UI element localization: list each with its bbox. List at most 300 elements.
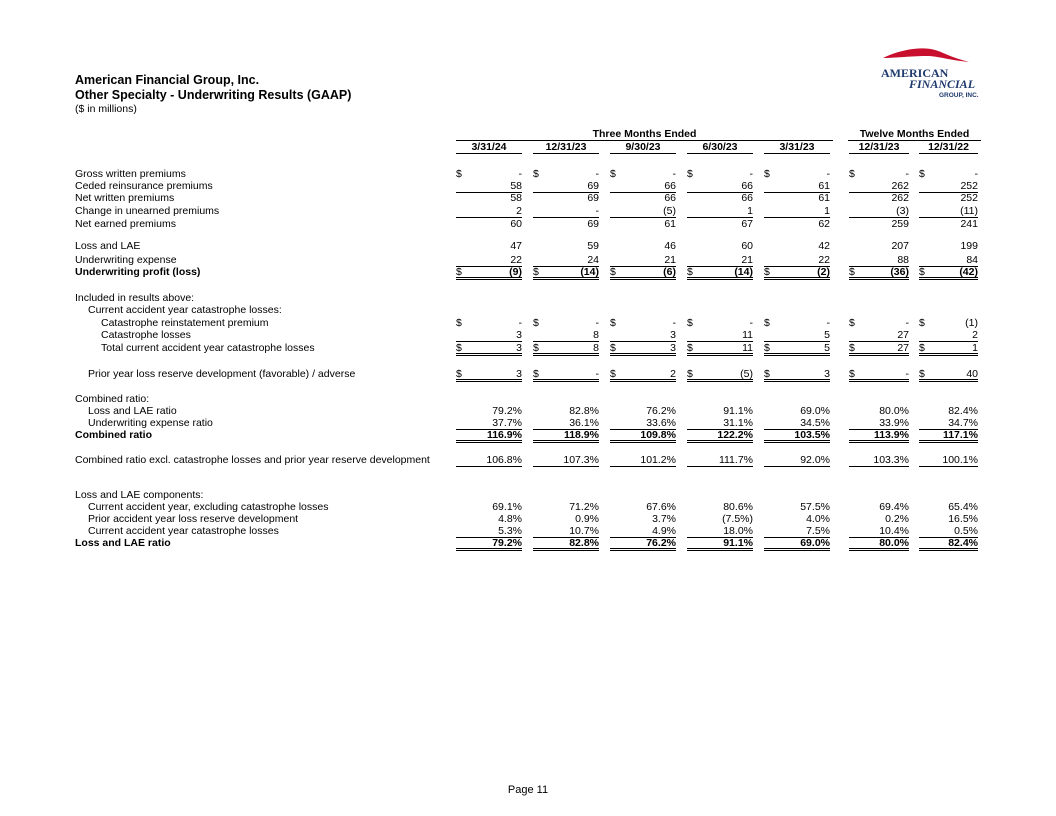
row-label: Loss and LAE ratio xyxy=(88,405,177,417)
cell-value: 103.5% xyxy=(794,429,830,441)
cell-value: 3 xyxy=(516,342,522,354)
cell-value: 82.8% xyxy=(569,405,599,417)
cell-value: (7.5%) xyxy=(722,513,753,525)
cell-value: 5 xyxy=(824,342,830,354)
table-cell xyxy=(687,513,753,525)
cell-value: 33.6% xyxy=(646,417,676,429)
page-number: Page 11 xyxy=(507,784,549,796)
cell-value: 66 xyxy=(741,180,753,192)
dollar-sign: $ xyxy=(533,368,539,380)
cell-value: 107.3% xyxy=(563,454,599,466)
cell-value: 5 xyxy=(824,329,830,341)
table-row xyxy=(0,192,1056,204)
table-row xyxy=(0,317,1056,329)
table-cell xyxy=(764,168,830,180)
cell-value: 69 xyxy=(587,218,599,230)
table-cell xyxy=(610,240,676,252)
table-cell xyxy=(764,368,830,382)
cell-value: - xyxy=(905,317,909,329)
cell-value: 3 xyxy=(670,329,676,341)
row-label: Change in unearned premiums xyxy=(75,205,220,217)
logo-word-american: AMERICAN xyxy=(881,66,949,80)
table-cell xyxy=(919,168,978,180)
cell-value: 113.9% xyxy=(873,429,909,441)
cell-value: 117.1% xyxy=(942,429,978,441)
table-cell xyxy=(764,429,830,443)
table-cell xyxy=(919,513,978,525)
row-label: Net written premiums xyxy=(75,192,175,204)
table-cell xyxy=(849,454,909,467)
table-cell xyxy=(533,192,599,204)
cell-value: 84 xyxy=(966,254,978,266)
row-label: Loss and LAE components: xyxy=(75,489,204,501)
row-label: Current accident year, excluding catastrophe losses xyxy=(88,501,329,513)
column-header: 12/31/23 xyxy=(849,141,909,154)
table-cell xyxy=(610,342,676,356)
row-label: Prior accident year loss reserve development xyxy=(88,513,299,525)
table-row xyxy=(0,240,1056,252)
row-label: Underwriting expense ratio xyxy=(88,417,213,429)
cell-value: - xyxy=(749,317,753,329)
cell-value: 2 xyxy=(516,205,522,217)
row-label: Underwriting expense xyxy=(75,254,177,266)
table-row xyxy=(0,168,1056,180)
cell-value: 27 xyxy=(897,342,909,354)
column-header: 3/31/23 xyxy=(764,141,830,154)
table-cell xyxy=(687,218,753,230)
cell-value: 79.2% xyxy=(492,537,522,549)
table-cell xyxy=(687,342,753,356)
row-label: Gross written premiums xyxy=(75,168,186,180)
dollar-sign: $ xyxy=(687,266,693,278)
table-cell xyxy=(533,501,599,513)
dollar-sign: $ xyxy=(919,368,925,380)
cell-value: 34.5% xyxy=(800,417,830,429)
row-label: Prior year loss reserve development (favorable) / adverse xyxy=(88,368,356,380)
table-cell xyxy=(610,501,676,513)
dollar-sign: $ xyxy=(849,266,855,278)
cell-value: 36.1% xyxy=(569,417,599,429)
row-label: Loss and LAE xyxy=(75,240,141,252)
cell-value: 71.2% xyxy=(569,501,599,513)
dollar-sign: $ xyxy=(610,368,616,380)
row-label: Underwriting profit (loss) xyxy=(75,266,201,278)
table-row xyxy=(0,501,1056,513)
table-cell xyxy=(919,405,978,417)
cell-value: 37.7% xyxy=(492,417,522,429)
cell-value: (1) xyxy=(965,317,978,329)
cell-value: 199 xyxy=(960,240,978,252)
table-cell xyxy=(849,218,909,230)
table-cell xyxy=(456,429,522,443)
cell-value: 103.3% xyxy=(873,454,909,466)
table-cell xyxy=(687,192,753,204)
cell-value: 69 xyxy=(587,192,599,204)
table-cell xyxy=(687,454,753,467)
table-cell xyxy=(533,368,599,382)
table-cell xyxy=(687,501,753,513)
cell-value: (9) xyxy=(509,266,522,278)
cell-value: (36) xyxy=(890,266,909,278)
cell-value: 61 xyxy=(818,192,830,204)
table-cell xyxy=(456,240,522,252)
dollar-sign: $ xyxy=(456,342,462,354)
company-logo xyxy=(877,44,981,100)
table-cell xyxy=(687,405,753,417)
cell-value: 82.4% xyxy=(948,405,978,417)
table-row xyxy=(0,537,1056,549)
table-cell xyxy=(456,192,522,204)
cell-value: - xyxy=(974,168,978,180)
cell-value: - xyxy=(905,168,909,180)
table-cell xyxy=(456,537,522,551)
cell-value: 69.4% xyxy=(879,501,909,513)
row-label: Combined ratio: xyxy=(75,393,150,405)
table-row xyxy=(0,304,1056,316)
cell-value: 65.4% xyxy=(948,501,978,513)
report-title: Other Specialty - Underwriting Results (GAAP) xyxy=(75,88,352,102)
table-cell xyxy=(533,405,599,417)
cell-value: 92.0% xyxy=(800,454,830,466)
table-cell xyxy=(610,537,676,551)
dollar-sign: $ xyxy=(849,368,855,380)
cell-value: 101.2% xyxy=(640,454,676,466)
table-cell xyxy=(687,168,753,180)
cell-value: (2) xyxy=(817,266,830,278)
table-cell xyxy=(919,537,978,551)
table-cell xyxy=(849,429,909,443)
cell-value: 79.2% xyxy=(492,405,522,417)
table-cell xyxy=(849,513,909,525)
cell-value: - xyxy=(518,168,522,180)
table-cell xyxy=(919,266,978,280)
table-cell xyxy=(610,168,676,180)
logo-eagle-wing xyxy=(883,48,969,62)
table-cell xyxy=(456,168,522,180)
column-header: 12/31/22 xyxy=(919,141,978,154)
dollar-sign: $ xyxy=(764,317,770,329)
cell-value: 8 xyxy=(593,342,599,354)
cell-value: 4.8% xyxy=(498,513,522,525)
table-cell xyxy=(456,218,522,230)
cell-value: 3.7% xyxy=(652,513,676,525)
table-cell xyxy=(764,266,830,280)
table-cell xyxy=(764,405,830,417)
units-note: ($ in millions) xyxy=(75,103,137,115)
table-cell xyxy=(687,240,753,252)
cell-value: 62 xyxy=(818,218,830,230)
table-row xyxy=(0,393,1056,405)
dollar-sign: $ xyxy=(687,368,693,380)
cell-value: - xyxy=(826,168,830,180)
cell-value: 91.1% xyxy=(723,405,753,417)
cell-value: (14) xyxy=(734,266,753,278)
row-label: Combined ratio excl. catastrophe losses and prior year reserve development xyxy=(75,454,430,466)
table-cell xyxy=(533,513,599,525)
cell-value: 66 xyxy=(664,192,676,204)
table-cell xyxy=(610,429,676,443)
cell-value: 42 xyxy=(818,240,830,252)
dollar-sign: $ xyxy=(456,317,462,329)
row-label: Loss and LAE ratio xyxy=(75,537,171,549)
table-cell xyxy=(456,368,522,382)
table-cell xyxy=(764,240,830,252)
table-cell xyxy=(764,513,830,525)
table-cell xyxy=(849,266,909,280)
cell-value: - xyxy=(672,168,676,180)
cell-value: 22 xyxy=(510,254,522,266)
dollar-sign: $ xyxy=(849,168,855,180)
table-cell xyxy=(533,429,599,443)
row-label: Current accident year catastrophe losses xyxy=(88,525,279,537)
cell-value: - xyxy=(595,205,599,217)
dollar-sign: $ xyxy=(456,368,462,380)
cell-value: 80.0% xyxy=(879,537,909,549)
table-cell xyxy=(610,454,676,467)
cell-value: (42) xyxy=(959,266,978,278)
table-cell xyxy=(687,317,753,329)
cell-value: - xyxy=(595,368,599,380)
cell-value: 67.6% xyxy=(646,501,676,513)
cell-value: 122.2% xyxy=(717,429,753,441)
table-row xyxy=(0,454,1056,466)
cell-value: 8 xyxy=(593,329,599,341)
table-cell xyxy=(610,329,676,342)
dollar-sign: $ xyxy=(919,317,925,329)
row-label: Catastrophe reinstatement premium xyxy=(101,317,269,329)
cell-value: 4.9% xyxy=(652,525,676,537)
table-cell xyxy=(849,368,909,382)
cell-value: - xyxy=(672,317,676,329)
table-cell xyxy=(919,192,978,204)
table-cell xyxy=(849,405,909,417)
table-row xyxy=(0,342,1056,354)
table-cell xyxy=(456,317,522,329)
cell-value: 21 xyxy=(664,254,676,266)
table-row xyxy=(0,205,1056,217)
cell-value: 60 xyxy=(510,218,522,230)
cell-value: 262 xyxy=(891,192,909,204)
table-cell xyxy=(610,205,676,218)
table-cell xyxy=(849,329,909,342)
cell-value: 58 xyxy=(510,180,522,192)
cell-value: 82.8% xyxy=(569,537,599,549)
table-cell xyxy=(456,454,522,467)
table-cell xyxy=(687,266,753,280)
cell-value: (5) xyxy=(663,205,676,217)
dollar-sign: $ xyxy=(764,342,770,354)
cell-value: (3) xyxy=(896,205,909,217)
table-cell xyxy=(610,317,676,329)
table-row xyxy=(0,525,1056,537)
dollar-sign: $ xyxy=(533,342,539,354)
table-cell xyxy=(919,329,978,342)
cell-value: 3 xyxy=(670,342,676,354)
table-cell xyxy=(849,168,909,180)
table-cell xyxy=(533,454,599,467)
cell-value: 2 xyxy=(670,368,676,380)
cell-value: - xyxy=(749,168,753,180)
table-cell xyxy=(849,317,909,329)
cell-value: 60 xyxy=(741,240,753,252)
cell-value: 57.5% xyxy=(800,501,830,513)
cell-value: 66 xyxy=(664,180,676,192)
table-cell xyxy=(919,454,978,467)
table-cell xyxy=(610,368,676,382)
cell-value: 10.7% xyxy=(569,525,599,537)
table-row xyxy=(0,405,1056,417)
table-cell xyxy=(919,317,978,329)
table-cell xyxy=(919,218,978,230)
table-cell xyxy=(533,537,599,551)
dollar-sign: $ xyxy=(533,317,539,329)
dollar-sign: $ xyxy=(533,168,539,180)
row-label: Net earned premiums xyxy=(75,218,176,230)
cell-value: - xyxy=(518,317,522,329)
cell-value: 109.8% xyxy=(640,429,676,441)
cell-value: 27 xyxy=(897,329,909,341)
cell-value: (14) xyxy=(580,266,599,278)
table-cell xyxy=(764,454,830,467)
table-cell xyxy=(764,205,830,218)
cell-value: - xyxy=(905,368,909,380)
table-cell xyxy=(610,513,676,525)
table-cell xyxy=(456,266,522,280)
cell-value: 59 xyxy=(587,240,599,252)
table-cell xyxy=(687,205,753,218)
cell-value: 207 xyxy=(891,240,909,252)
cell-value: 69 xyxy=(587,180,599,192)
cell-value: 252 xyxy=(960,192,978,204)
cell-value: 3 xyxy=(516,368,522,380)
table-cell xyxy=(764,537,830,551)
table-cell xyxy=(849,240,909,252)
table-cell xyxy=(919,429,978,443)
table-cell xyxy=(687,429,753,443)
dollar-sign: $ xyxy=(849,342,855,354)
cell-value: 69.0% xyxy=(800,405,830,417)
dollar-sign: $ xyxy=(764,168,770,180)
dollar-sign: $ xyxy=(764,368,770,380)
cell-value: 259 xyxy=(891,218,909,230)
table-cell xyxy=(456,342,522,356)
dollar-sign: $ xyxy=(849,317,855,329)
table-cell xyxy=(919,205,978,218)
cell-value: 0.2% xyxy=(885,513,909,525)
cell-value: 252 xyxy=(960,180,978,192)
cell-value: 262 xyxy=(891,180,909,192)
table-row xyxy=(0,368,1056,380)
cell-value: 1 xyxy=(747,205,753,217)
table-cell xyxy=(533,342,599,356)
table-cell xyxy=(533,317,599,329)
cell-value: 11 xyxy=(742,342,753,354)
cell-value: 3 xyxy=(824,368,830,380)
cell-value: (11) xyxy=(960,205,978,217)
cell-value: 69.1% xyxy=(492,501,522,513)
cell-value: 21 xyxy=(741,254,753,266)
cell-value: 80.0% xyxy=(879,405,909,417)
table-row xyxy=(0,180,1056,192)
cell-value: 4.0% xyxy=(806,513,830,525)
cell-value: 33.9% xyxy=(879,417,909,429)
dollar-sign: $ xyxy=(610,317,616,329)
column-header: 6/30/23 xyxy=(687,141,753,154)
cell-value: 111.7% xyxy=(718,454,753,466)
table-cell xyxy=(919,501,978,513)
row-label: Current accident year catastrophe losses: xyxy=(88,304,282,316)
company-name: American Financial Group, Inc. xyxy=(75,73,260,87)
dollar-sign: $ xyxy=(919,342,925,354)
table-cell xyxy=(610,218,676,230)
cell-value: 67 xyxy=(741,218,753,230)
cell-value: 22 xyxy=(818,254,830,266)
cell-value: 106.8% xyxy=(486,454,522,466)
cell-value: 16.5% xyxy=(948,513,978,525)
dollar-sign: $ xyxy=(919,266,925,278)
dollar-sign: $ xyxy=(764,266,770,278)
column-header: 12/31/23 xyxy=(533,141,599,154)
column-header: 3/31/24 xyxy=(456,141,522,154)
table-cell xyxy=(687,537,753,551)
table-cell xyxy=(610,405,676,417)
table-row xyxy=(0,218,1056,230)
cell-value: 80.6% xyxy=(723,501,753,513)
table-cell xyxy=(533,205,599,218)
table-cell xyxy=(687,329,753,342)
cell-value: 47 xyxy=(510,240,522,252)
cell-value: (6) xyxy=(663,266,676,278)
cell-value: 91.1% xyxy=(723,537,753,549)
cell-value: 7.5% xyxy=(806,525,830,537)
dollar-sign: $ xyxy=(687,342,693,354)
row-label: Total current accident year catastrophe losses xyxy=(101,342,315,354)
table-cell xyxy=(533,240,599,252)
cell-value: 18.0% xyxy=(723,525,753,537)
cell-value: 24 xyxy=(587,254,599,266)
table-cell xyxy=(456,513,522,525)
table-cell xyxy=(919,240,978,252)
table-cell xyxy=(849,537,909,551)
table-cell xyxy=(456,405,522,417)
table-cell xyxy=(533,266,599,280)
cell-value: 61 xyxy=(664,218,676,230)
dollar-sign: $ xyxy=(919,168,925,180)
dollar-sign: $ xyxy=(610,266,616,278)
table-cell xyxy=(610,192,676,204)
cell-value: 40 xyxy=(966,368,978,380)
dollar-sign: $ xyxy=(456,168,462,180)
cell-value: 46 xyxy=(664,240,676,252)
table-cell xyxy=(533,329,599,342)
column-header: 9/30/23 xyxy=(610,141,676,154)
table-row xyxy=(0,513,1056,525)
row-label: Included in results above: xyxy=(75,292,195,304)
cell-value: - xyxy=(595,168,599,180)
row-label: Catastrophe losses xyxy=(101,329,191,341)
group-header-twelve-months: Twelve Months Ended xyxy=(848,128,981,141)
table-cell xyxy=(533,218,599,230)
cell-value: 1 xyxy=(824,205,830,217)
dollar-sign: $ xyxy=(610,342,616,354)
cell-value: 0.5% xyxy=(954,525,978,537)
table-row xyxy=(0,489,1056,501)
table-row xyxy=(0,254,1056,266)
dollar-sign: $ xyxy=(687,317,693,329)
table-cell xyxy=(456,329,522,342)
cell-value: 11 xyxy=(742,329,753,341)
table-cell xyxy=(764,501,830,513)
